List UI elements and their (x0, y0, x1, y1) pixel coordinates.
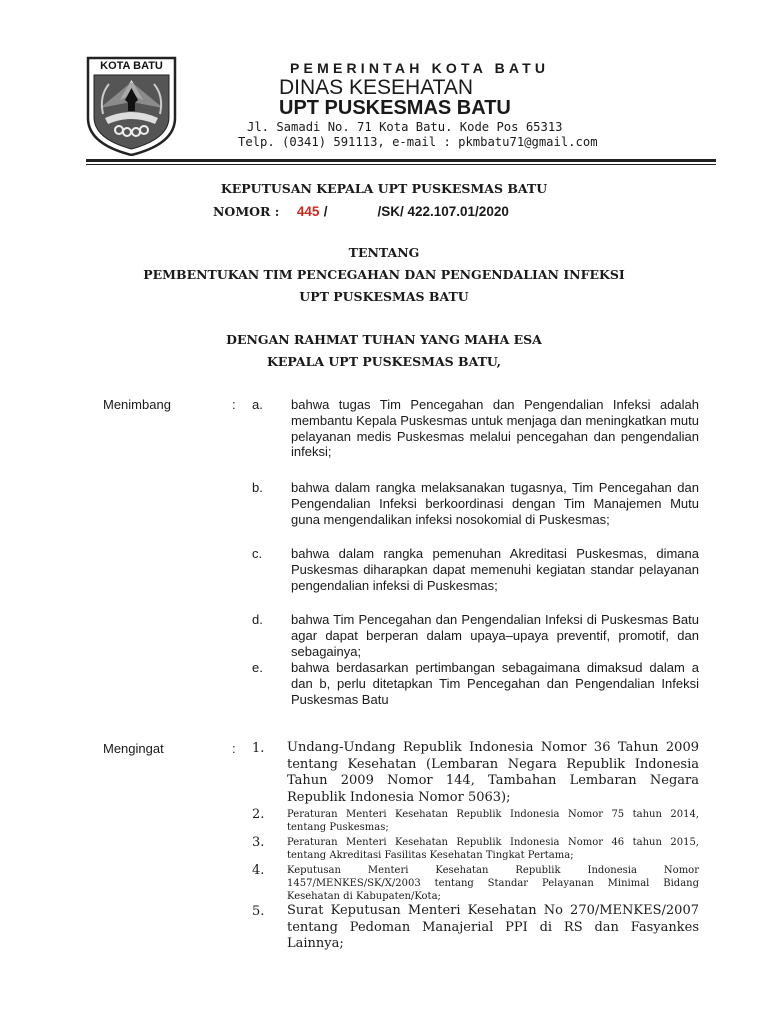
mengingat-number: 2. (252, 807, 265, 822)
menimbang-item: bahwa Tim Pencegahan dan Pengendalian Infeksi di Puskesmas Batu agar dapat berperan dalam upaya–upaya preventif, promotif, dan sebagainya; (291, 612, 699, 659)
unit-name: UPT PUSKESMAS BATU (279, 97, 511, 119)
menimbang-mark: d. (252, 612, 263, 627)
contact-info: Telp. (0341) 591113, e-mail : pkmbatu71@gmail.com (238, 135, 598, 149)
nomor-separator: / (323, 204, 328, 219)
subject-line-2: UPT PUSKESMAS BATU (299, 289, 469, 304)
menimbang-colon: : (232, 397, 236, 412)
agency-name: DINAS KESEHATAN (279, 76, 474, 99)
mengingat-number: 1. (252, 741, 265, 756)
menimbang-mark: b. (252, 480, 263, 495)
mengingat-item: Keputusan Menteri Kesehatan Republik Indonesia Nomor 1457/MENKES/SK/X/2003 tentang Standar Pelayanan Minimal Bidang Kesehatan di Kabupaten/Kota; (287, 865, 699, 902)
head-line: KEPALA UPT PUSKESMAS BATU, (266, 354, 502, 369)
government-name: PEMERINTAH KOTA BATU (290, 60, 550, 76)
kota-batu-logo (85, 56, 178, 156)
menimbang-item: bahwa dalam rangka melaksanakan tugasnya, Tim Pencegahan dan Pengendalian Infeksi berkoordinasi dengan Tim Manajemen Mutu guna mengendalikan infeksi nosokomial di Puskesmas; (291, 480, 699, 527)
blessing-line: DENGAN RAHMAT TUHAN YANG MAHA ESA (226, 332, 542, 347)
nomor-value: 445 (296, 204, 320, 219)
tentang-heading: TENTANG (348, 245, 420, 260)
mengingat-item: Peraturan Menteri Kesehatan Republik Indonesia Nomor 46 tahun 2015, tentang Akreditasi Fasilitas Kesehatan Tingkat Pertama; (287, 837, 699, 861)
nomor-suffix: /SK/ 422.107.01/2020 (377, 204, 509, 219)
menimbang-item: bahwa tugas Tim Pencegahan dan Pengendalian Infeksi adalah membantu Kepala Puskesmas untuk menjaga dan meningkatkan mutu pelayanan medis Puskesmas melalui pencegahan dan pengendalian infeksi; (291, 397, 699, 460)
mengingat-item: Peraturan Menteri Kesehatan Republik Indonesia Nomor 75 tahun 2014, tentang Puskesmas; (287, 809, 699, 833)
menimbang-label: Menimbang (103, 397, 171, 412)
nomor-label: NOMOR : (213, 204, 280, 219)
mengingat-label: Mengingat (103, 741, 164, 756)
address: Jl. Samadi No. 71 Kota Batu. Kode Pos 65313 (247, 120, 563, 134)
mengingat-item: Surat Keputusan Menteri Kesehatan No 270/MENKES/2007 tentang Pedoman Manajerial PPI di RS dan Fasyankes Lainnya; (287, 903, 699, 952)
subject-line-1: PEMBENTUKAN TIM PENCEGAHAN DAN PENGENDALIAN INFEKSI (143, 267, 625, 282)
menimbang-mark: a. (252, 397, 263, 412)
mengingat-number: 5. (252, 904, 265, 919)
logo-text: KOTA BATU (100, 60, 163, 72)
mengingat-number: 4. (252, 863, 265, 878)
decree-title: KEPUTUSAN KEPALA UPT PUSKESMAS BATU (220, 181, 548, 196)
menimbang-item: bahwa berdasarkan pertimbangan sebagaimana dimaksud dalam a dan b, perlu ditetapkan Tim Pencegahan dan Pengendalian Infeksi Puskesmas Batu (291, 660, 699, 707)
menimbang-item: bahwa dalam rangka pemenuhan Akreditasi Puskesmas, dimana Puskesmas diharapkan dapat memenuhi kegiatan standar pelayanan pengendalian infeksi di Puskesmas; (291, 546, 699, 593)
menimbang-mark: c. (252, 546, 263, 561)
menimbang-mark: e. (252, 660, 263, 675)
header-rule-thin (86, 164, 716, 165)
mengingat-colon: : (232, 741, 236, 756)
mengingat-number: 3. (252, 835, 265, 850)
decree-number (213, 204, 509, 219)
header-rule-thick (86, 159, 716, 162)
mengingat-item: Undang-Undang Republik Indonesia Nomor 36 Tahun 2009 tentang Kesehatan (Lembaran Negara Republik Indonesia Tahun 2009 Nomor 144, Tambahan Lembaran Negara Republik Indonesia Nomor 5063); (287, 740, 699, 805)
